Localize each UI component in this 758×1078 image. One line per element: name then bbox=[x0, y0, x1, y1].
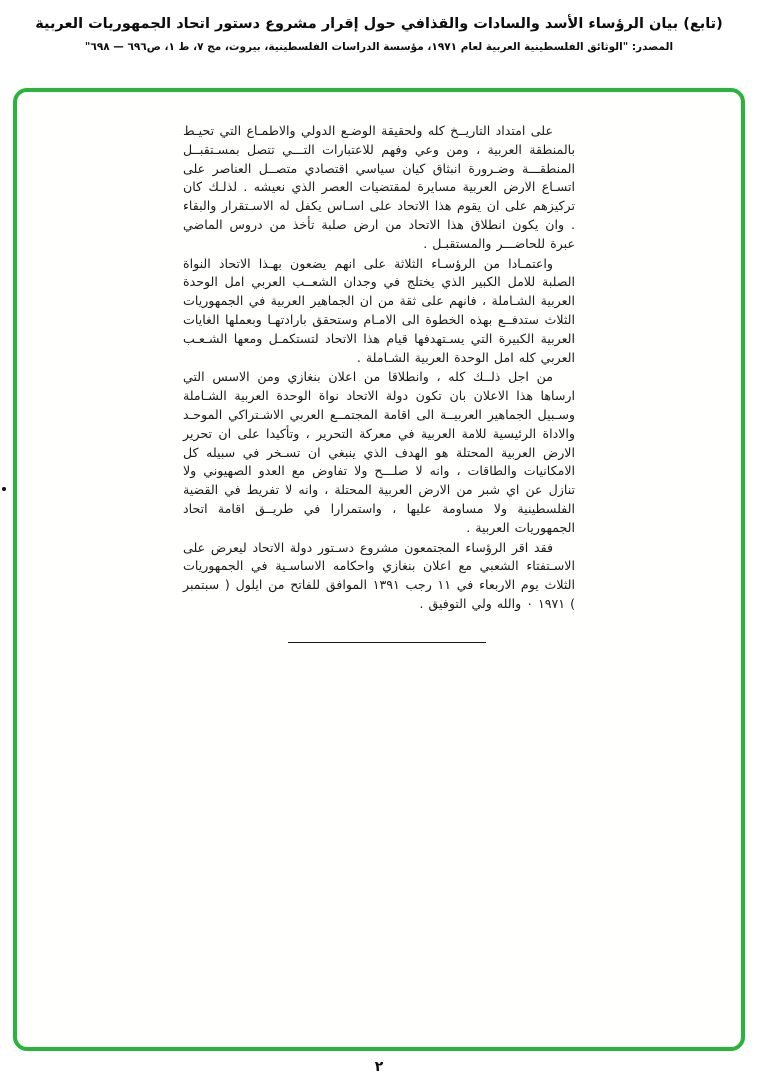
body-paragraph: من اجل ذلــك كله ، وانطلاقا من اعلان بنغازي ومن الاسس التي ارساها هذا الاعلان بان تكون دولة الاتحاد نواة الوحدة العربية الشـاملة وسـبيل الجماهير العربيــة الى اقامة المجتمــع العربي الاشـتراكي الموحـد والاداة الرئيسية للامة العربية في معركة التحرير ، وتأكيدا على ان تحرير الارض العربية المحتلة هو الهدف الذي ينبغي ان تسـخر في سبيله كل الامكانيات والطاقات ، وانه لا صلـــح ولا تفاوض مع العدو الصهيوني ولا تنازل عن اي شبر من الارض العربية المحتلة ، وانه لا تفريط في القضية الفلسطينية ولا مساومة عليها ، واستمرارا في طريــق اقامة اتحاد الجمهوريات العربية . bbox=[183, 369, 575, 535]
end-divider bbox=[288, 642, 486, 643]
document-header bbox=[0, 0, 758, 53]
source-citation: المصدر: "الوثائق الفلسطينية العربية لعام ١٩٧١، مؤسسة الدراسات الفلسطينية، بيروت، مج ٧، ط ١، ص٦٩٦ — ٦٩٨" bbox=[84, 41, 674, 53]
body-paragraph: واعتمـادا من الرؤسـاء الثلاثة على انهم يضعون بهـذا الاتحاد النواة الصلبة للامل الكبير الذي يختلج في وجدان الشعــب العربي امل الوحدة العربية الشـاملة ، فانهم على ثقة من ان الجماهير العربية في الجمهوريات الثلاث ستدفــع بهذه الخطوة الى الامـام وستحقق بارادتهـا وبعملها الغايات العربية الكبيرة التي يسـتهدفها قيام هذا الاتحاد لتستكمـل ومعها الشـعـب العربي كله امل الوحدة العربية الشـاملة . bbox=[183, 255, 575, 365]
body-paragraph: على امتداد التاريــخ كله ولحقيقة الوضـع الدولي والاطمـاع التي تحيـط بالمنطقة العربية ، ومن وعي وفهم للاعتبارات التـــي تتصل بمسـتقبــل المنطقـــة وضـرورة انبثاق كيان سياسي اقتصادي متصــل العناصر على اتسـاع الارض العربية مسايرة لمقتضيات العصر الذي نعيشه . لذلـك كان تركيزهم على ان يقوم هذا الاتحاد على اسـاس يكفل له الاسـتقرار والبقاء . وان يكون انطلاق هذا الاتحاد من ارض صلبة تأخذ من دروس الماضي عبرة للحاضـــر والمستقبـل . bbox=[183, 123, 575, 251]
document-title: (تابع) بيان الرؤساء الأسد والسادات والقذافي حول إقرار مشروع دستور اتحاد الجمهوريات العربية bbox=[35, 16, 723, 32]
document-frame bbox=[13, 88, 745, 1051]
page-number: ٢ bbox=[374, 1059, 384, 1075]
stray-ink-mark bbox=[2, 487, 6, 491]
document-body bbox=[183, 122, 575, 643]
body-paragraph: فقد اقر الرؤساء المجتمعون مشروع دسـتور دولة الاتحاد ليعرض على الاسـتفتاء الشعبي مع اعلان بنغازي واحكامه الاساسـية في الجمهوريات الثلاث يوم الاربعاء في ١١ رجب ١٣٩١ الموافق للفاتح من ايلول ( سبتمبر ) ١٩٧١ ٠ والله ولي التوفيق . bbox=[183, 539, 575, 611]
